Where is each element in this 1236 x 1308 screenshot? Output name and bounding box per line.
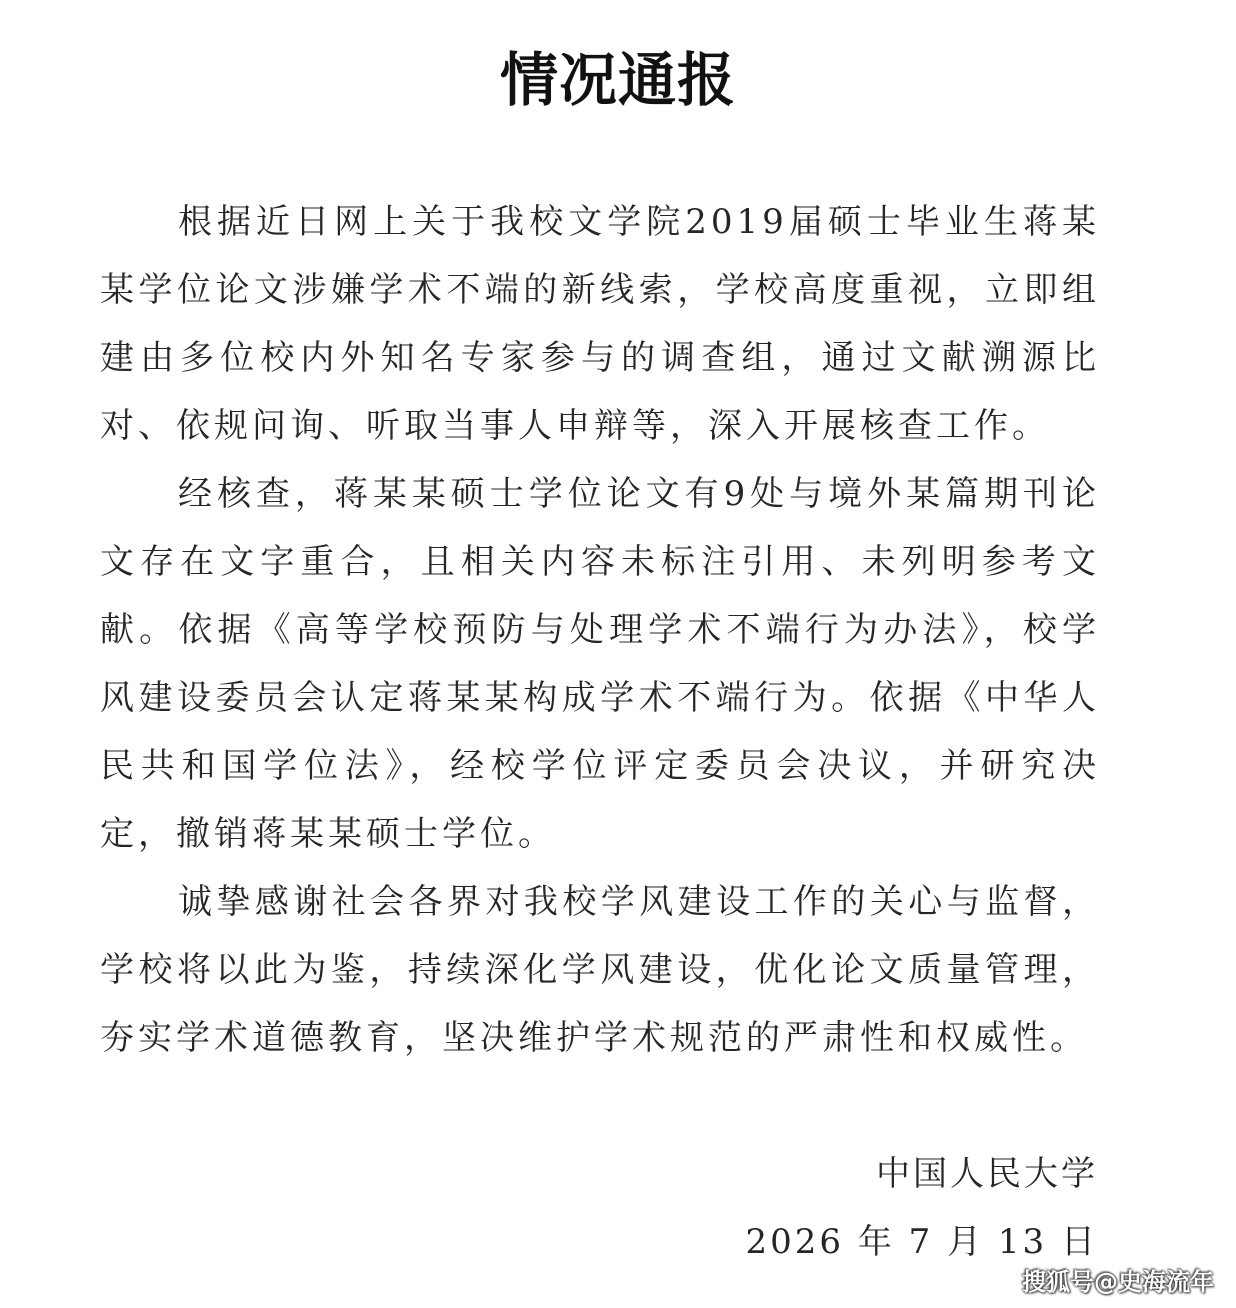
paragraph-1: 根据近日网上关于我校文学院2019届硕士毕业生蒋某某学位论文涉嫌学术不端的新线索，学校高度重视，立即组建由多位校内外知名专家参与的调查组，通过文献溯源比对、依规问询、听取当事人申辩等，深入开展核查工作。 [100, 202, 1100, 446]
notice-title: 情况通报 [499, 46, 736, 114]
paragraph-3: 诚挚感谢社会各界对我校学风建设工作的关心与监督，学校将以此为鉴，持续深化学风建设，优化论文质量管理，夯实学术道德教育，坚决维护学术规范的严肃性和权威性。 [100, 882, 1100, 1058]
signature-date: 2026 年 7 月 13 日 [745, 1222, 1098, 1262]
notice-body [100, 188, 1100, 1072]
signature-block [700, 1140, 1098, 1276]
watermark-text: 搜狐号@史海流年 [1022, 1268, 1214, 1296]
signature-organization: 中国人民大学 [876, 1154, 1098, 1194]
paragraph-2: 经核查，蒋某某硕士学位论文有9处与境外某篇期刊论文存在文字重合，且相关内容未标注引用、未列明参考文献。依据《高等学校预防与处理学术不端行为办法》，校学风建设委员会认定蒋某某构成学术不端行为。依据《中华人民共和国学位法》，经校学位评定委员会决议，并研究决定，撤销蒋某某硕士学位。 [100, 474, 1100, 854]
